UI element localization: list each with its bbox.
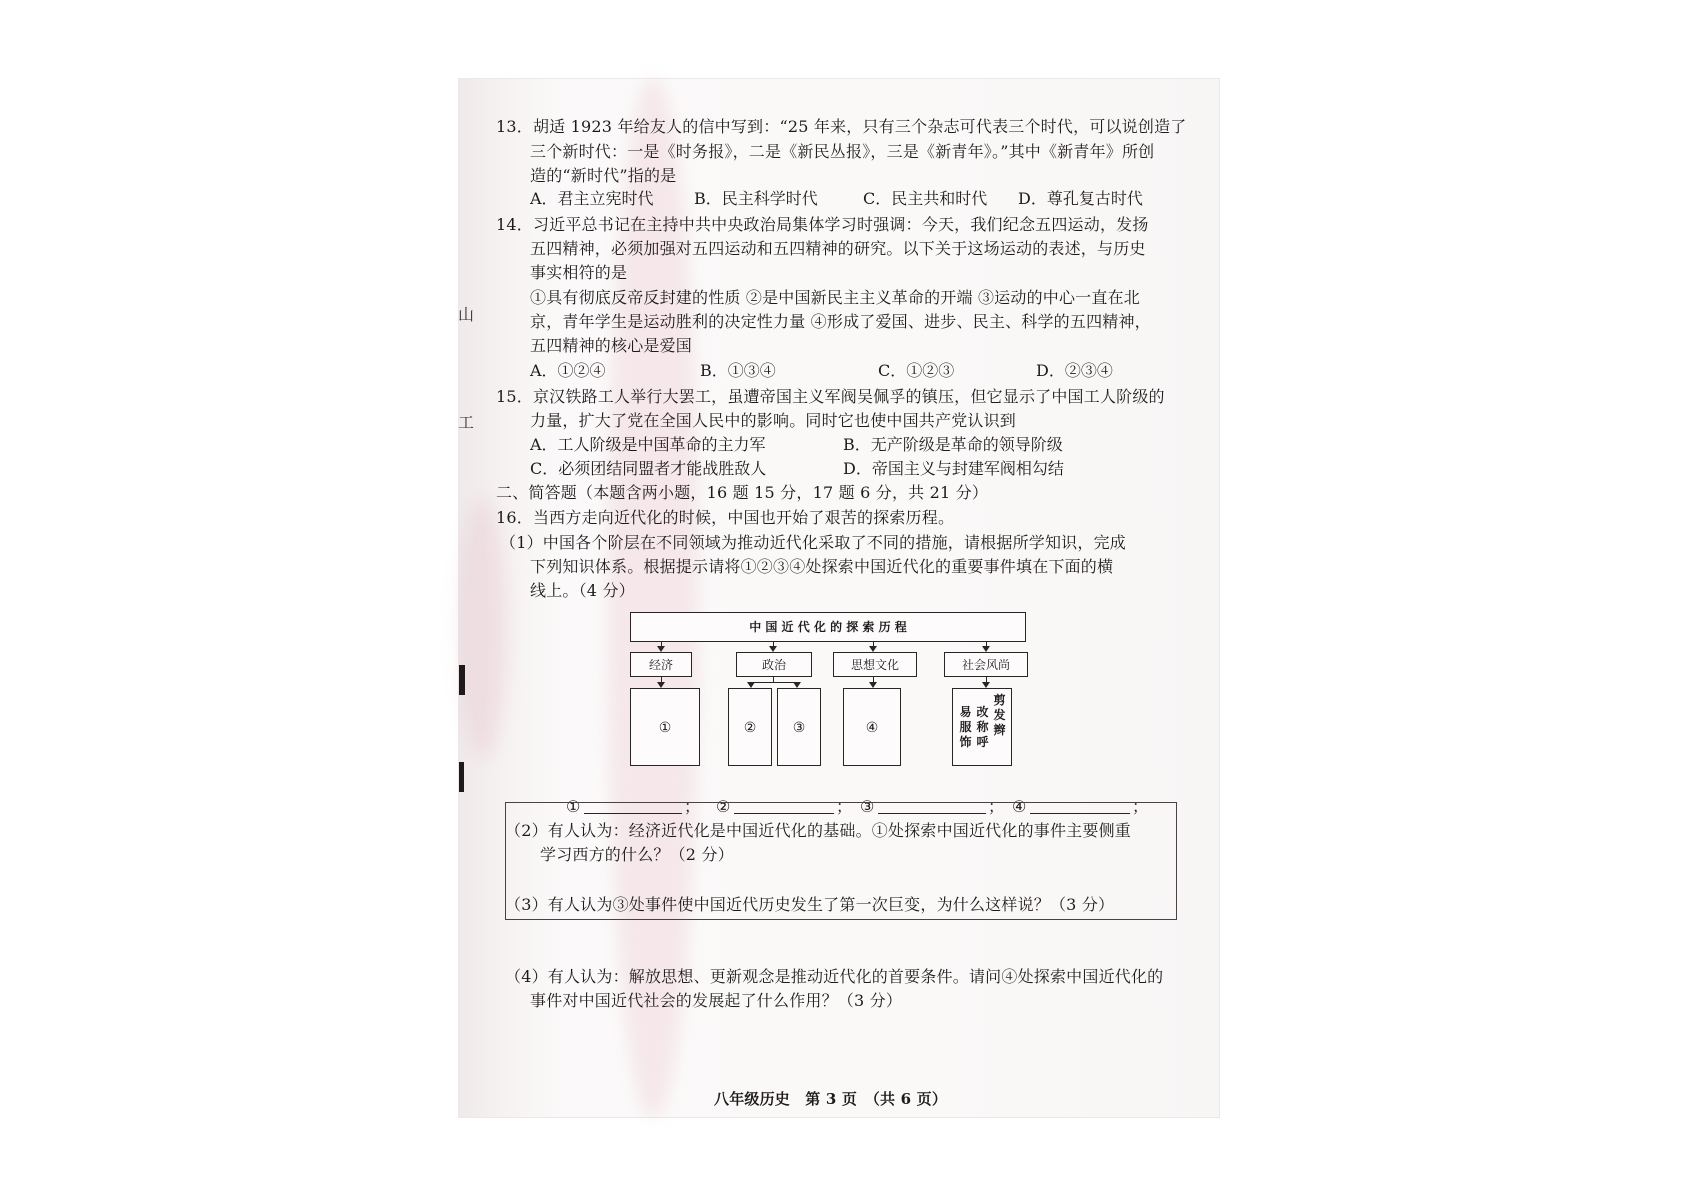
q14-line3: 事实相符的是 <box>530 263 628 282</box>
separator: ； <box>836 797 853 816</box>
q13-option-c: C．民主共和时代 <box>863 189 988 208</box>
blank-4-label: ④ <box>1012 797 1027 816</box>
diagram-title: 中 国 近 代 化 的 探 索 历 程 <box>749 620 907 634</box>
diagram-title-box <box>630 612 1026 642</box>
q13-option-a: A．君主立宪时代 <box>530 189 654 208</box>
binding-mark <box>459 665 465 695</box>
q13-line3: 造的“新时代”指的是 <box>530 166 677 185</box>
q16-part1-line3: 线上。（4 分） <box>530 581 635 600</box>
separator: ； <box>684 797 701 816</box>
event-box-2 <box>728 688 772 766</box>
page-footer: 八年级历史 第 3 页 （共 6 页） <box>714 1090 948 1108</box>
category-custom: 社会风尚 <box>961 658 1010 672</box>
event-box-custom <box>952 688 1012 766</box>
event-box-1-label: ① <box>658 720 672 736</box>
category-economy-box <box>630 652 692 677</box>
q16-intro: 16．当西方走向近代化的时候，中国也开始了艰苦的探索历程。 <box>496 508 955 527</box>
custom-col-1: 易服饰 <box>959 705 972 749</box>
category-politics-box <box>736 652 812 677</box>
event-box-4 <box>843 688 901 766</box>
q16-part1-line2: 下列知识体系。根据提示请将①②③④处探索中国近代化的重要事件填在下面的横 <box>530 557 1114 576</box>
custom-col-3: 剪发辫 <box>993 693 1006 737</box>
category-culture-box <box>833 652 917 677</box>
q15-option-c: C．必须团结同盟者才能战胜敌人 <box>530 459 767 478</box>
q15-line1: 15．京汉铁路工人举行大罢工，虽遭帝国主义军阀吴佩孚的镇压，但它显示了中国工人阶级的 <box>496 387 1165 406</box>
q15-option-d: D．帝国主义与封建军阀相勾结 <box>843 459 1064 478</box>
custom-col-2: 改称呼 <box>976 705 989 749</box>
binding-mark <box>459 762 464 792</box>
q13-line1: 13．胡适 1923 年给友人的信中写到：“25 年来，只有三个杂志可代表三个时代，可以说创造了 <box>496 117 1187 136</box>
q14-option-d: D．②③④ <box>1036 361 1113 380</box>
q14-line2: 五四精神，必须加强对五四运动和五四精神的研究。以下关于这场运动的表述，与历史 <box>530 239 1146 258</box>
q16-part2-line1: （2）有人认为：经济近代化是中国近代化的基础。①处探索中国近代化的事件主要侧重 <box>505 821 1131 840</box>
event-box-4-label: ④ <box>865 720 879 736</box>
q16-part1-line1: （1）中国各个阶层在不同领域为推动近代化采取了不同的措施，请根据所学知识，完成 <box>500 533 1126 552</box>
q16-part4-line1: （4）有人认为：解放思想、更新观念是推动近代化的首要条件。请问④处探索中国近代化的 <box>505 967 1164 986</box>
q14-option-b: B．①③④ <box>700 361 776 380</box>
q16-part2-line2: 学习西方的什么？（2 分） <box>540 845 734 864</box>
event-box-3 <box>777 688 821 766</box>
category-politics: 政治 <box>761 658 786 672</box>
q15-option-b: B．无产阶级是革命的领导阶级 <box>843 435 1063 454</box>
category-custom-box <box>944 652 1028 677</box>
q14-line5: 京，青年学生是运动胜利的决定性力量 ④形成了爱国、进步、民主、科学的五四精神， <box>530 312 1151 331</box>
q16-part3-line1: （3）有人认为③处事件使中国近代历史发生了第一次巨变，为什么这样说？（3 分） <box>505 895 1115 914</box>
q14-line1: 14．习近平总书记在主持中共中央政治局集体学习时强调：今天，我们纪念五四运动，发扬 <box>496 215 1149 234</box>
separator: ； <box>1132 797 1149 816</box>
connector <box>751 682 797 683</box>
q14-line4: ①具有彻底反帝反封建的性质 ②是中国新民主主义革命的开端 ③运动的中心一直在北 <box>530 288 1140 307</box>
blank-2-label: ② <box>716 797 731 816</box>
blank-3-label: ③ <box>860 797 875 816</box>
event-box-3-label: ③ <box>792 720 806 736</box>
q13-option-d: D．尊孔复古时代 <box>1018 189 1143 208</box>
category-economy: 经济 <box>648 658 673 672</box>
section2-heading: 二、简答题（本题含两小题，16 题 15 分，17 题 6 分，共 21 分） <box>496 483 989 502</box>
event-box-1 <box>630 688 700 766</box>
separator: ； <box>988 797 1005 816</box>
margin-mark: 工 <box>458 413 475 432</box>
q13-option-b: B．民主科学时代 <box>694 189 818 208</box>
q14-option-a: A．①②④ <box>530 361 606 380</box>
q13-line2: 三个新时代：一是《时务报》，二是《新民丛报》，三是《新青年》。”其中《新青年》所创 <box>530 142 1155 161</box>
q14-line6: 五四精神的核心是爱国 <box>530 336 693 355</box>
blank-1-label: ① <box>566 797 581 816</box>
margin-mark: 山 <box>458 305 475 324</box>
q14-option-c: C．①②③ <box>878 361 955 380</box>
category-culture: 思想文化 <box>850 658 899 672</box>
q15-option-a: A．工人阶级是中国革命的主力军 <box>530 435 766 454</box>
q15-line2: 力量，扩大了党在全国人民中的影响。同时它也使中国共产党认识到 <box>530 411 1017 430</box>
event-box-2-label: ② <box>743 720 757 736</box>
q16-part4-line2: 事件对中国近代社会的发展起了什么作用？（3 分） <box>530 991 903 1010</box>
